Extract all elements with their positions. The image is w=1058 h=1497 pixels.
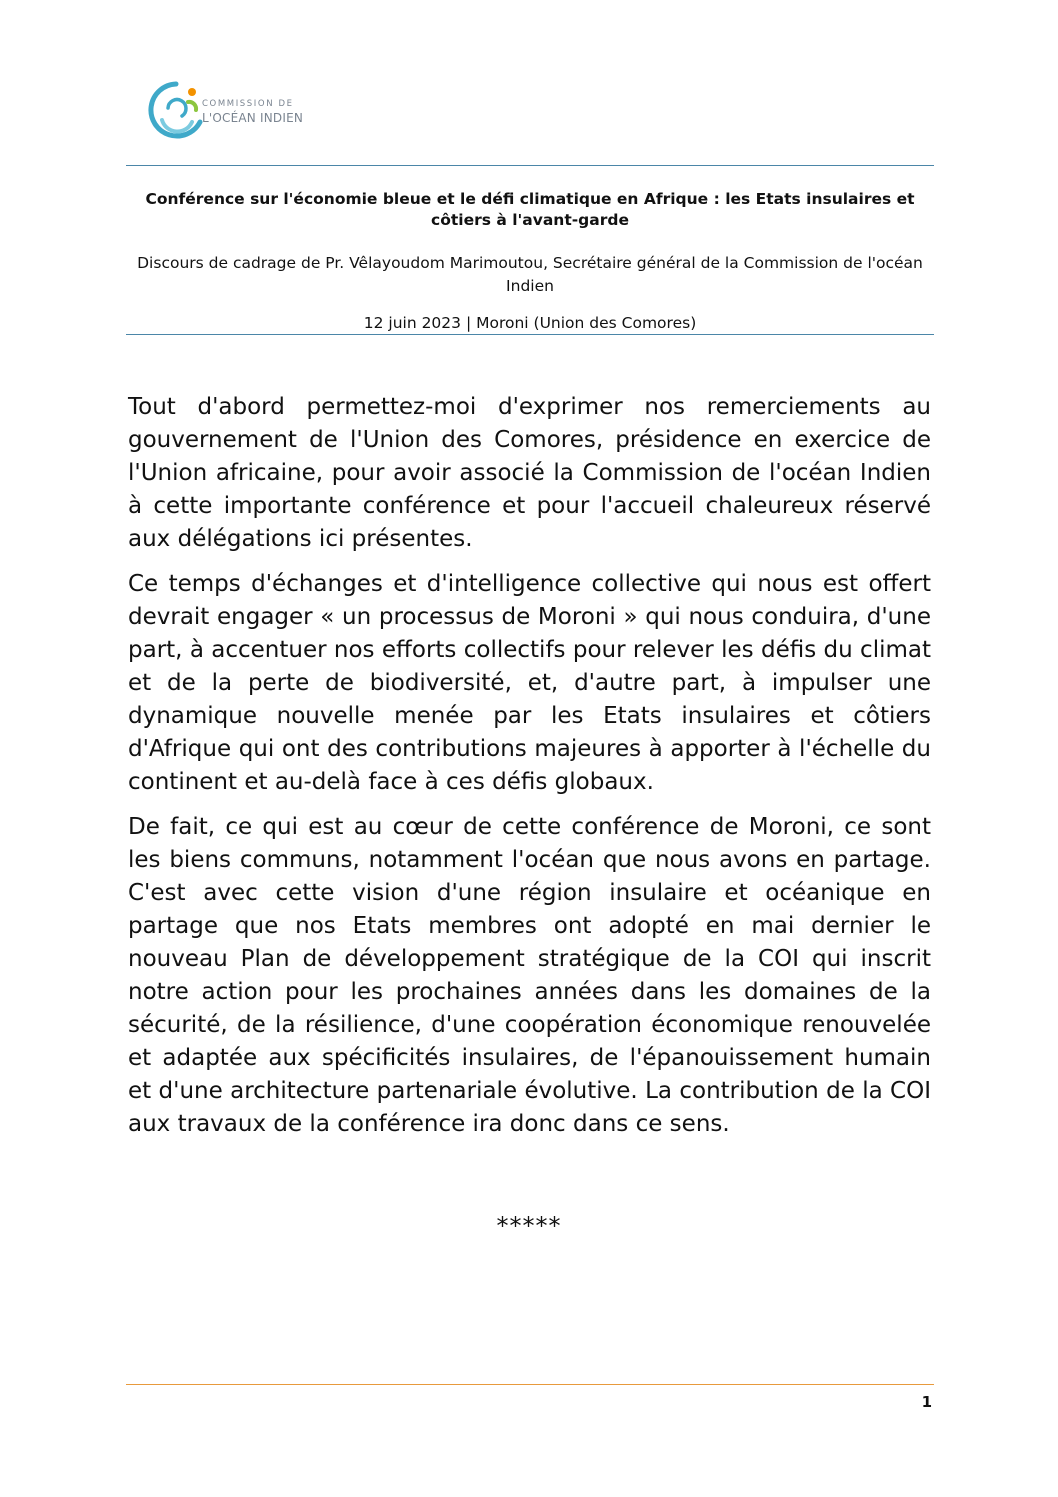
end-separator: ***** [496,1212,562,1240]
footer-divider [126,1384,934,1385]
header-divider-top [126,165,934,166]
document-dateline: 12 juin 2023 | Moroni (Union des Comores) [363,314,697,332]
coi-logo [148,80,348,148]
logo-wordmark [202,97,303,125]
logo-line-2: L'OCÉAN INDIEN [202,111,304,125]
header-divider-bottom [126,334,934,335]
paragraph: Ce temps d'échanges et d'intelligence collective qui nous est offert devrait engager « un processus de Moroni » qui nous conduira, d'une part, à accentuer nos efforts collectifs pour relever les défis du climat et de la perte de biodiversité, et, d'autre part, à impulser une dynamique nouvelle menée par les Etats insulaires et côtiers d'Afrique qui ont des contributions majeures à apporter à l'échelle du continent et au-delà face à ces défis globaux. [128,571,931,795]
paragraph: De fait, ce qui est au cœur de cette conférence de Moroni, ce sont les biens communs, notamment l'océan que nous avons en partage. C'est avec cette vision d'une région insulaire et océanique en partage que nos Etats membres ont adopté en mai dernier le nouveau Plan de développement stratégique de la COI qui inscrit notre action pour les prochaines années dans les domaines de la sécurité, de la résilience, d'une coopération économique renouvelée et adaptée aux spécificités insulaires, de l'épanouissement humain et d'une architecture partenariale évolutive. La contribution de la COI aux travaux de la conférence ira donc dans ce sens. [128,814,931,1137]
document-title: Conférence sur l'économie bleue et le défi climatique en Afrique : les Etats insulaires et côtiers à l'avant-garde [145,190,915,229]
page-number: 1 [921,1393,932,1411]
document-subtitle: Discours de cadrage de Pr. Vêlayoudom Marimoutou, Secrétaire général de la Commission de l'océan Indien [137,254,923,295]
logo-line-1: COMMISSION DE [202,99,294,109]
paragraph: Tout d'abord permettez-moi d'exprimer nos remerciements au gouvernement de l'Union des Comores, présidence en exercice de l'Union africaine, pour avoir associé la Commission de l'océan Indien à cette importante conférence et pour l'accueil chaleureux réservé aux délégations ici présentes. [128,394,931,552]
coi-logo-icon [148,80,204,148]
speech-body [128,391,931,1153]
